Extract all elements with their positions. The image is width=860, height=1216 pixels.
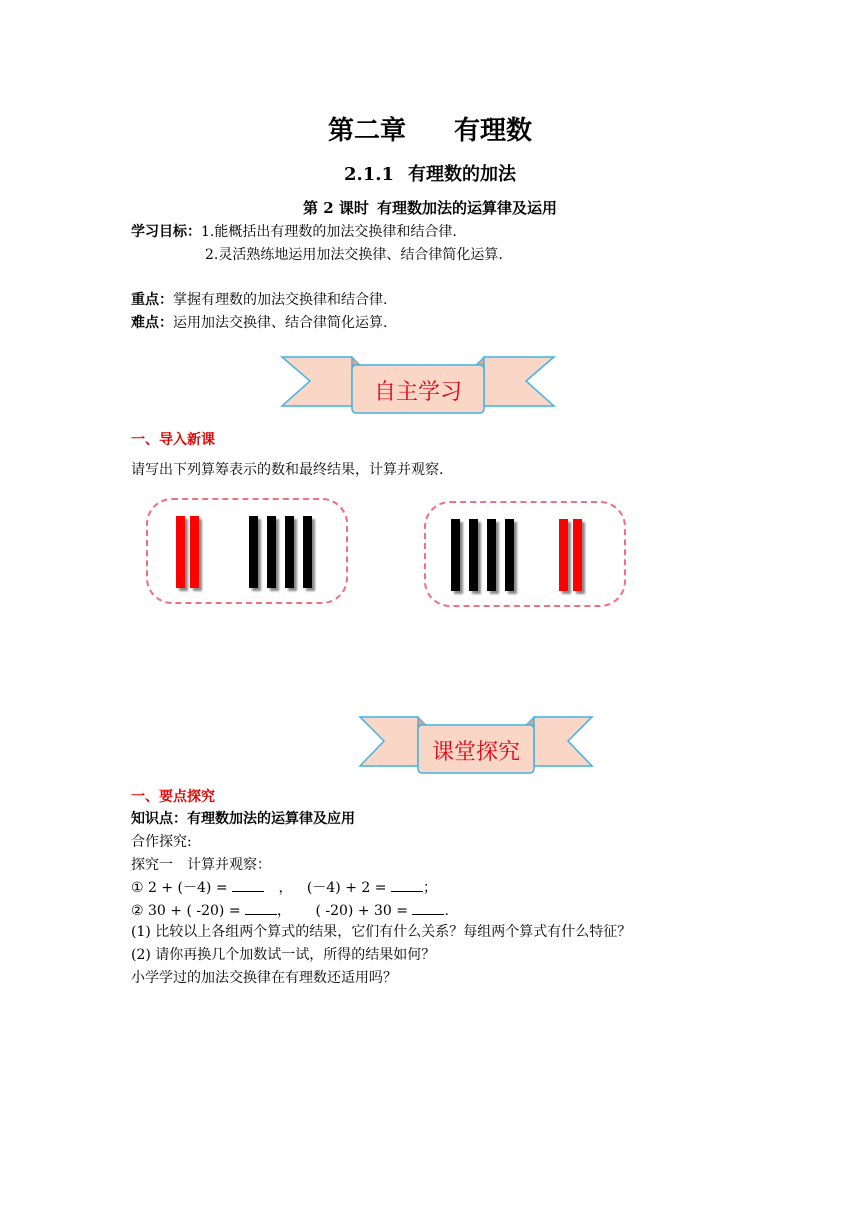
rod-red bbox=[176, 516, 185, 588]
rod-black bbox=[505, 519, 514, 591]
rod-black bbox=[469, 519, 478, 591]
question-3: 小学学过的加法交换律在有理数还适用吗？ bbox=[131, 970, 397, 986]
eq1-left: ① 2 + (－4) = bbox=[131, 880, 228, 896]
section-title bbox=[0, 160, 860, 186]
eq2-end: . bbox=[444, 903, 449, 919]
rod-black bbox=[267, 516, 276, 588]
counting-rods-group-2 bbox=[424, 501, 626, 607]
explore-label: 探究一 bbox=[131, 857, 173, 873]
goal-item-1: 1.能概括出有理数的加法交换律和结合律. bbox=[201, 224, 457, 240]
section-number: 2.1.1 bbox=[343, 164, 395, 185]
answer-blank[interactable] bbox=[245, 902, 277, 915]
eq1-right: (－4) + 2 = bbox=[306, 880, 387, 896]
self-study-banner bbox=[280, 354, 556, 416]
eq2-right: ( -20) + 30 = bbox=[315, 903, 408, 919]
rod-red bbox=[573, 519, 582, 591]
knowledge-label: 知识点： bbox=[131, 811, 187, 827]
lesson-name: 有理数加法的运算律及运用 bbox=[376, 199, 557, 217]
section-name: 有理数的加法 bbox=[408, 164, 517, 185]
rod-black bbox=[487, 519, 496, 591]
answer-blank[interactable] bbox=[391, 879, 423, 892]
lesson-number: 第 2 课时 bbox=[303, 199, 369, 217]
focus-label: 重点： bbox=[131, 292, 173, 308]
knowledge-text: 有理数加法的运算律及应用 bbox=[187, 811, 355, 827]
self-study-banner-label: 自主学习 bbox=[373, 380, 463, 405]
eq2-separator: ， bbox=[277, 903, 291, 919]
eq1-end: ； bbox=[422, 880, 437, 896]
eq2-left: ② 30 + ( -20) = bbox=[131, 903, 241, 919]
chapter-name: 有理数 bbox=[454, 116, 533, 146]
counting-rods-group-1 bbox=[146, 498, 348, 604]
equation-line-1 bbox=[131, 877, 437, 897]
difficulty-text: 运用加法交换律、结合律简化运算. bbox=[173, 315, 388, 331]
intro-instruction: 请写出下列算筹表示的数和最终结果，计算并观察. bbox=[131, 462, 444, 478]
lesson-title bbox=[0, 197, 860, 218]
class-explore-banner-label: 课堂探究 bbox=[431, 740, 521, 765]
focus-line bbox=[131, 289, 387, 309]
rod-black bbox=[249, 516, 258, 588]
question-1: (1) 比较以上各组两个算式的结果，它们有什么关系？每组两个算式有什么特征？ bbox=[131, 924, 632, 940]
explore-one bbox=[131, 854, 271, 874]
difficulty-label: 难点： bbox=[131, 315, 173, 331]
goal-item-2: 2.灵活熟练地运用加法交换律、结合律简化运算. bbox=[205, 247, 503, 263]
rod-black bbox=[451, 519, 460, 591]
answer-blank[interactable] bbox=[232, 879, 264, 892]
equation-line-2 bbox=[131, 900, 449, 920]
class-explore-banner bbox=[358, 714, 594, 776]
rod-red bbox=[190, 516, 199, 588]
chapter-number: 第二章 bbox=[327, 116, 406, 146]
eq1-separator: ， bbox=[278, 880, 293, 896]
focus-text: 掌握有理数的加法交换律和结合律. bbox=[173, 292, 388, 308]
rod-red bbox=[559, 519, 568, 591]
rod-black bbox=[285, 516, 294, 588]
chapter-title bbox=[0, 110, 860, 147]
key-explore-heading: 一、要点探究 bbox=[131, 789, 215, 805]
rod-black bbox=[303, 516, 312, 588]
question-2: (2) 请你再换几个加数试一试，所得的结果如何？ bbox=[131, 947, 436, 963]
explore-text: 计算并观察： bbox=[187, 857, 271, 873]
goals-label: 学习目标： bbox=[131, 224, 201, 240]
goals-line-1 bbox=[131, 221, 457, 241]
coop-explore: 合作探究: bbox=[131, 834, 192, 850]
difficulty-line bbox=[131, 312, 387, 332]
intro-heading: 一、导入新课 bbox=[131, 432, 215, 448]
knowledge-point bbox=[131, 808, 355, 828]
answer-blank[interactable] bbox=[412, 902, 444, 915]
